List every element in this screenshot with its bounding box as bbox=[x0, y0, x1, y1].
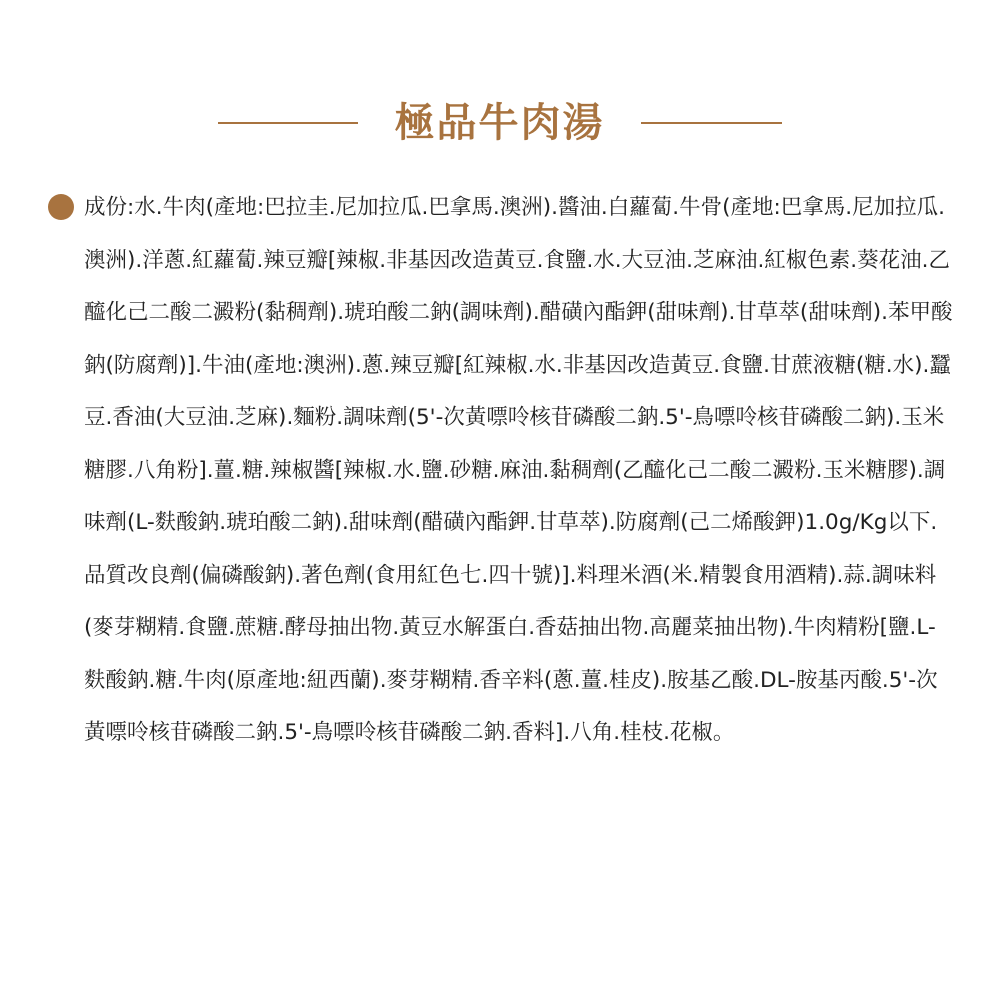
title-divider-left bbox=[218, 122, 358, 124]
title-divider-right bbox=[641, 122, 782, 124]
title-row bbox=[0, 94, 1000, 154]
page-title: 極品牛肉湯 bbox=[394, 100, 605, 146]
ingredients-text: 成份:水.牛肉(產地:巴拉圭.尼加拉瓜.巴拿馬.澳洲).醬油.白蘿蔔.牛骨(產地:巴拿馬.尼加拉瓜.澳洲).洋蔥.紅蘿蔔.辣豆瓣[辣椒.非基因改造黃豆.食鹽.水.大豆油.芝麻油.紅椒色素.葵花油.乙醯化己二酸二澱粉(黏稠劑).琥珀酸二鈉(調味劑).醋磺內酯鉀(甜味劑).甘草萃(甜味劑).苯甲酸鈉(防腐劑)].牛油(產地:澳洲).蔥.辣豆瓣[紅辣椒.水.非基因改造黃豆.食鹽.甘蔗液糖(糖.水).蠶豆.香油(大豆油.芝麻).麵粉.調味劑(5'-次黃嘌呤核苷磷酸二鈉.5'-鳥嘌呤核苷磷酸二鈉).玉米糖膠.八角粉].薑.糖.辣椒醬[辣椒.水.鹽.砂糖.麻油.黏稠劑(乙醯化己二酸二澱粉.玉米糖膠).調味劑(L-麩酸鈉.琥珀酸二鈉).甜味劑(醋磺內酯鉀.甘草萃).防腐劑(己二烯酸鉀)1.0g/Kg以下.品質改良劑(偏磷酸鈉).著色劑(食用紅色七.四十號)].料理米酒(米.精製食用酒精).蒜.調味料(麥芽糊精.食鹽.蔗糖.酵母抽出物.黃豆水解蛋白.香菇抽出物.高麗菜抽出物).牛肉精粉[鹽.L-麩酸鈉.糖.牛肉(原產地:紐西蘭).麥芽糊精.香辛料(蔥.薑.桂皮).胺基乙酸.DL-胺基丙酸.5'-次黃嘌呤核苷磷酸二鈉.5'-鳥嘌呤核苷磷酸二鈉.香料].八角.桂枝.花椒。 bbox=[84, 195, 953, 745]
bullet-dot-icon bbox=[48, 194, 74, 220]
